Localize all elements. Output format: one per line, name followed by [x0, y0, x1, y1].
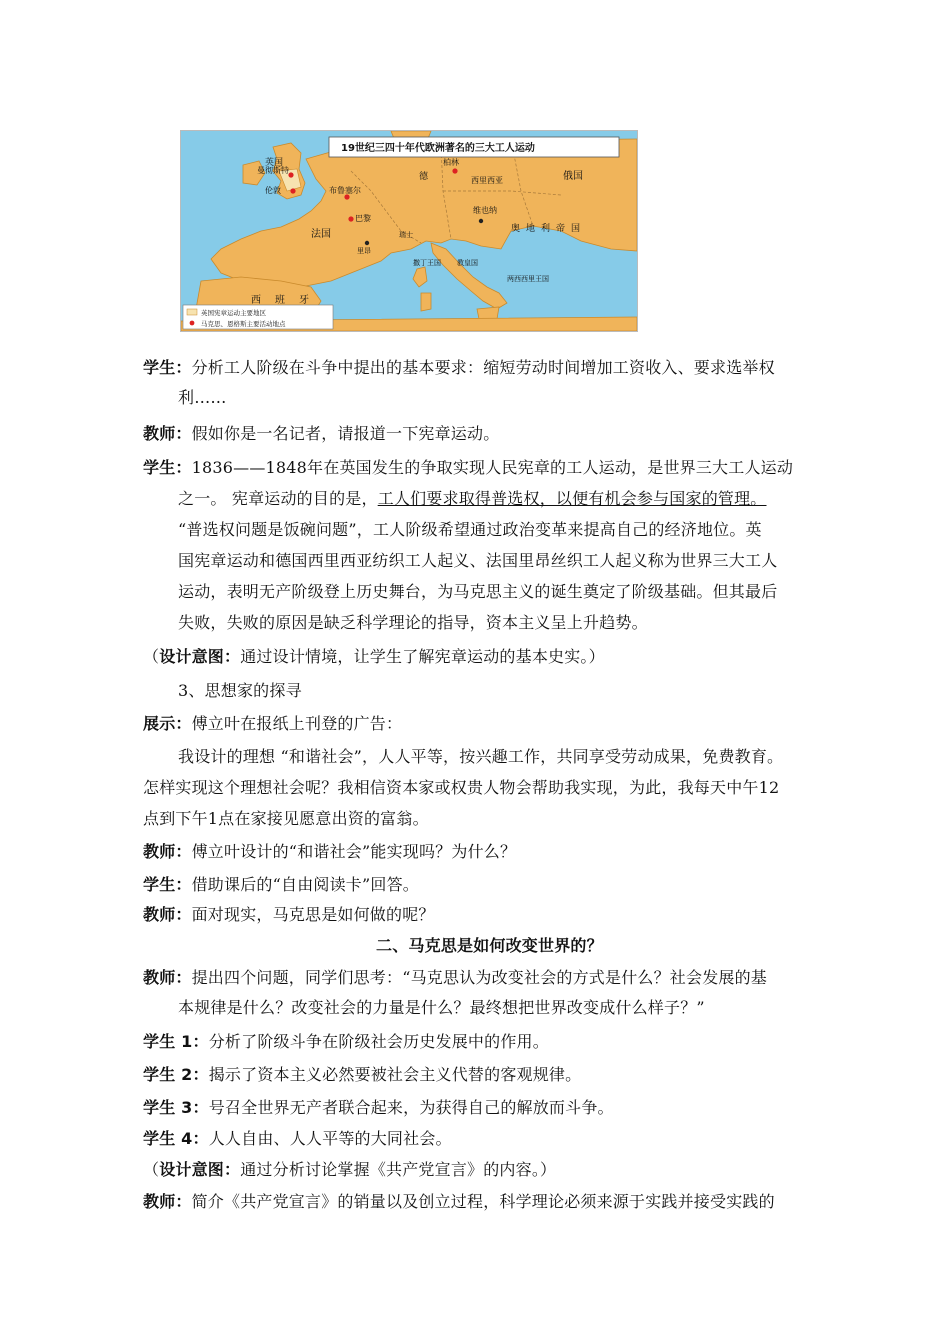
- speaker-label: 学生：: [143, 875, 192, 894]
- line-show-fourier: [143, 714, 402, 734]
- speaker-label: 教师：: [143, 1192, 192, 1211]
- design-intent-label: 设计意图：: [159, 1160, 241, 1179]
- open-paren: （: [143, 1160, 160, 1179]
- line-text: 利……: [178, 388, 227, 407]
- line-fourier-ad: [143, 809, 429, 829]
- speaker-label: 学生 1：: [143, 1032, 209, 1051]
- line-fourier-ad: [178, 747, 783, 767]
- line-teacher-reporter: [143, 424, 499, 444]
- speaker-label: 学生 2：: [143, 1065, 209, 1084]
- line-text: 假如你是一名记者，请报道一下宪章运动。: [191, 424, 500, 443]
- line-text: “普选权问题是饭碗问题”，工人阶级希望通过政治变革来提高自己的经济地位。英: [178, 520, 762, 539]
- line-text: 傅立叶在报纸上刊登的广告：: [191, 714, 403, 733]
- design-intent-label: 设计意图：: [159, 647, 241, 666]
- line-paragraph: [178, 582, 777, 602]
- speaker-label: 教师：: [143, 842, 192, 861]
- map-label-silesia: 西里西亚: [471, 176, 503, 185]
- line-student-demands: [143, 358, 775, 378]
- map-label-england: 英国: [265, 158, 284, 168]
- line-text: 1836——1848年在英国发生的争取实现人民宪章的工人运动，是世界三大工人运动: [191, 458, 794, 477]
- line-text: 通过设计情境，让学生了解宪章运动的基本史实。）: [240, 647, 605, 666]
- map-label-manchester: 曼彻斯特: [257, 166, 289, 175]
- line-text: 号召全世界无产者联合起来，为获得自己的解放而斗争。: [208, 1098, 614, 1117]
- line-teacher-four-questions: [143, 968, 767, 988]
- line-text: 运动，表明无产阶级登上历史舞台，为马克思主义的诞生奠定了阶级基础。但其最后: [178, 582, 778, 601]
- line-text: 我设计的理想 “和谐社会”，人人平等，按兴趣工作，共同享受劳动成果，免费教育。: [178, 747, 784, 766]
- line-continuation: [178, 388, 227, 408]
- map-label-austria: 奥地利帝国: [511, 224, 587, 234]
- line-teacher-manifesto: [143, 1192, 775, 1212]
- line-text: 本规律是什么？改变社会的力量是什么？最终想把世界改变成什么样子？”: [178, 998, 705, 1017]
- map-label-berlin: 柏林: [443, 158, 459, 167]
- map-label-brussels: 布鲁塞尔: [329, 186, 361, 195]
- line-text: 3、思想家的探寻: [178, 681, 302, 700]
- line-student-4: [143, 1129, 452, 1149]
- speaker-label: 展示：: [143, 714, 192, 733]
- line-text: 傅立叶设计的“和谐社会”能实现吗？为什么？: [191, 842, 517, 861]
- map-label-russia: 俄国: [563, 171, 583, 182]
- heading-text: 二、马克思是如何改变世界的？: [376, 936, 603, 955]
- speaker-label: 教师：: [143, 905, 192, 924]
- line-text: 借助课后的“自由阅读卡”回答。: [191, 875, 419, 894]
- speaker-label: 教师：: [143, 968, 192, 987]
- map-label-germany: 德: [419, 172, 429, 182]
- map-label-lyon: 里昂: [357, 247, 371, 255]
- line-text: 简介《共产党宣言》的销量以及创立过程，科学理论必须来源于实践并接受实践的: [191, 1192, 775, 1211]
- line-text: 之一。 宪章运动的目的是，: [178, 489, 378, 508]
- line-student-chartism: [143, 458, 793, 478]
- line-text: 通过分析讨论掌握《共产党宣言》的内容。）: [240, 1160, 557, 1179]
- map-label-vienna: 维也纳: [473, 206, 497, 215]
- speaker-label: 教师：: [143, 424, 192, 443]
- line-section-thinkers: [178, 681, 302, 701]
- line-paragraph: [178, 551, 777, 571]
- europe-labor-movements-map: [180, 130, 638, 332]
- map-label-papal: 教皇国: [457, 259, 478, 267]
- line-paragraph: [178, 520, 762, 540]
- map-label-paris: 巴黎: [355, 214, 371, 223]
- line-paragraph: [178, 613, 648, 633]
- line-student-2: [143, 1065, 581, 1085]
- speaker-label: 学生 4：: [143, 1129, 209, 1148]
- map-label-sardinia: 撒丁王国: [413, 259, 441, 267]
- line-text: 揭示了资本主义必然要被社会主义代替的客观规律。: [208, 1065, 582, 1084]
- map-legend-marx-engels: 马克思、恩格斯主要活动地点: [201, 320, 286, 328]
- line-student-3: [143, 1098, 614, 1118]
- map-label-france: 法国: [311, 229, 331, 240]
- map-label-london: 伦敦: [265, 186, 281, 195]
- line-continuation: [178, 998, 705, 1018]
- line-text: 分析工人阶级在斗争中提出的基本要求：缩短劳动时间增加工资收入、要求选举权: [191, 358, 775, 377]
- map-label-two-sicilies: 两西西里王国: [507, 275, 549, 283]
- line-student-answer: [143, 875, 419, 895]
- map-legend-chartist: 英国宪章运动主要地区: [201, 309, 266, 317]
- line-text: 点到下午1点在家接见愿意出资的富翁。: [143, 809, 429, 828]
- line-design-intent: [143, 647, 605, 667]
- map-title: 19世纪三四十年代欧洲著名的三大工人运动: [341, 143, 535, 154]
- line-text: 国宪章运动和德国西里西亚纺织工人起义、法国里昂丝织工人起义称为世界三大工人: [178, 551, 778, 570]
- map-graphic: [181, 131, 637, 331]
- map-label-switzerland: 瑞士: [399, 231, 413, 239]
- line-text: 面对现实，马克思是如何做的呢？: [191, 905, 435, 924]
- map-label-spain: 西班牙: [251, 295, 323, 306]
- line-teacher-marx: [143, 905, 435, 925]
- speaker-label: 学生：: [143, 358, 192, 377]
- line-text: 提出四个问题，同学们思考：“马克思认为改变社会的方式是什么？社会发展的基: [191, 968, 767, 987]
- underlined-text: 工人们要求取得普选权，以便有机会参与国家的管理。: [377, 489, 767, 508]
- speaker-label: 学生 3：: [143, 1098, 209, 1117]
- line-text: 人人自由、人人平等的大同社会。: [208, 1129, 452, 1148]
- line-design-intent: [143, 1160, 556, 1180]
- line-chartism-purpose: [178, 489, 767, 509]
- line-teacher-question: [143, 842, 516, 862]
- open-paren: （: [143, 647, 160, 666]
- section-heading: [376, 936, 603, 956]
- line-text: 怎样实现这个理想社会呢？我相信资本家或权贵人物会帮助我实现，为此，我每天中午12: [143, 778, 780, 797]
- speaker-label: 学生：: [143, 458, 192, 477]
- line-fourier-ad: [143, 778, 779, 798]
- line-text: 分析了阶级斗争在阶级社会历史发展中的作用。: [208, 1032, 549, 1051]
- line-student-1: [143, 1032, 549, 1052]
- line-text: 失败，失败的原因是缺乏科学理论的指导，资本主义呈上升趋势。: [178, 613, 648, 632]
